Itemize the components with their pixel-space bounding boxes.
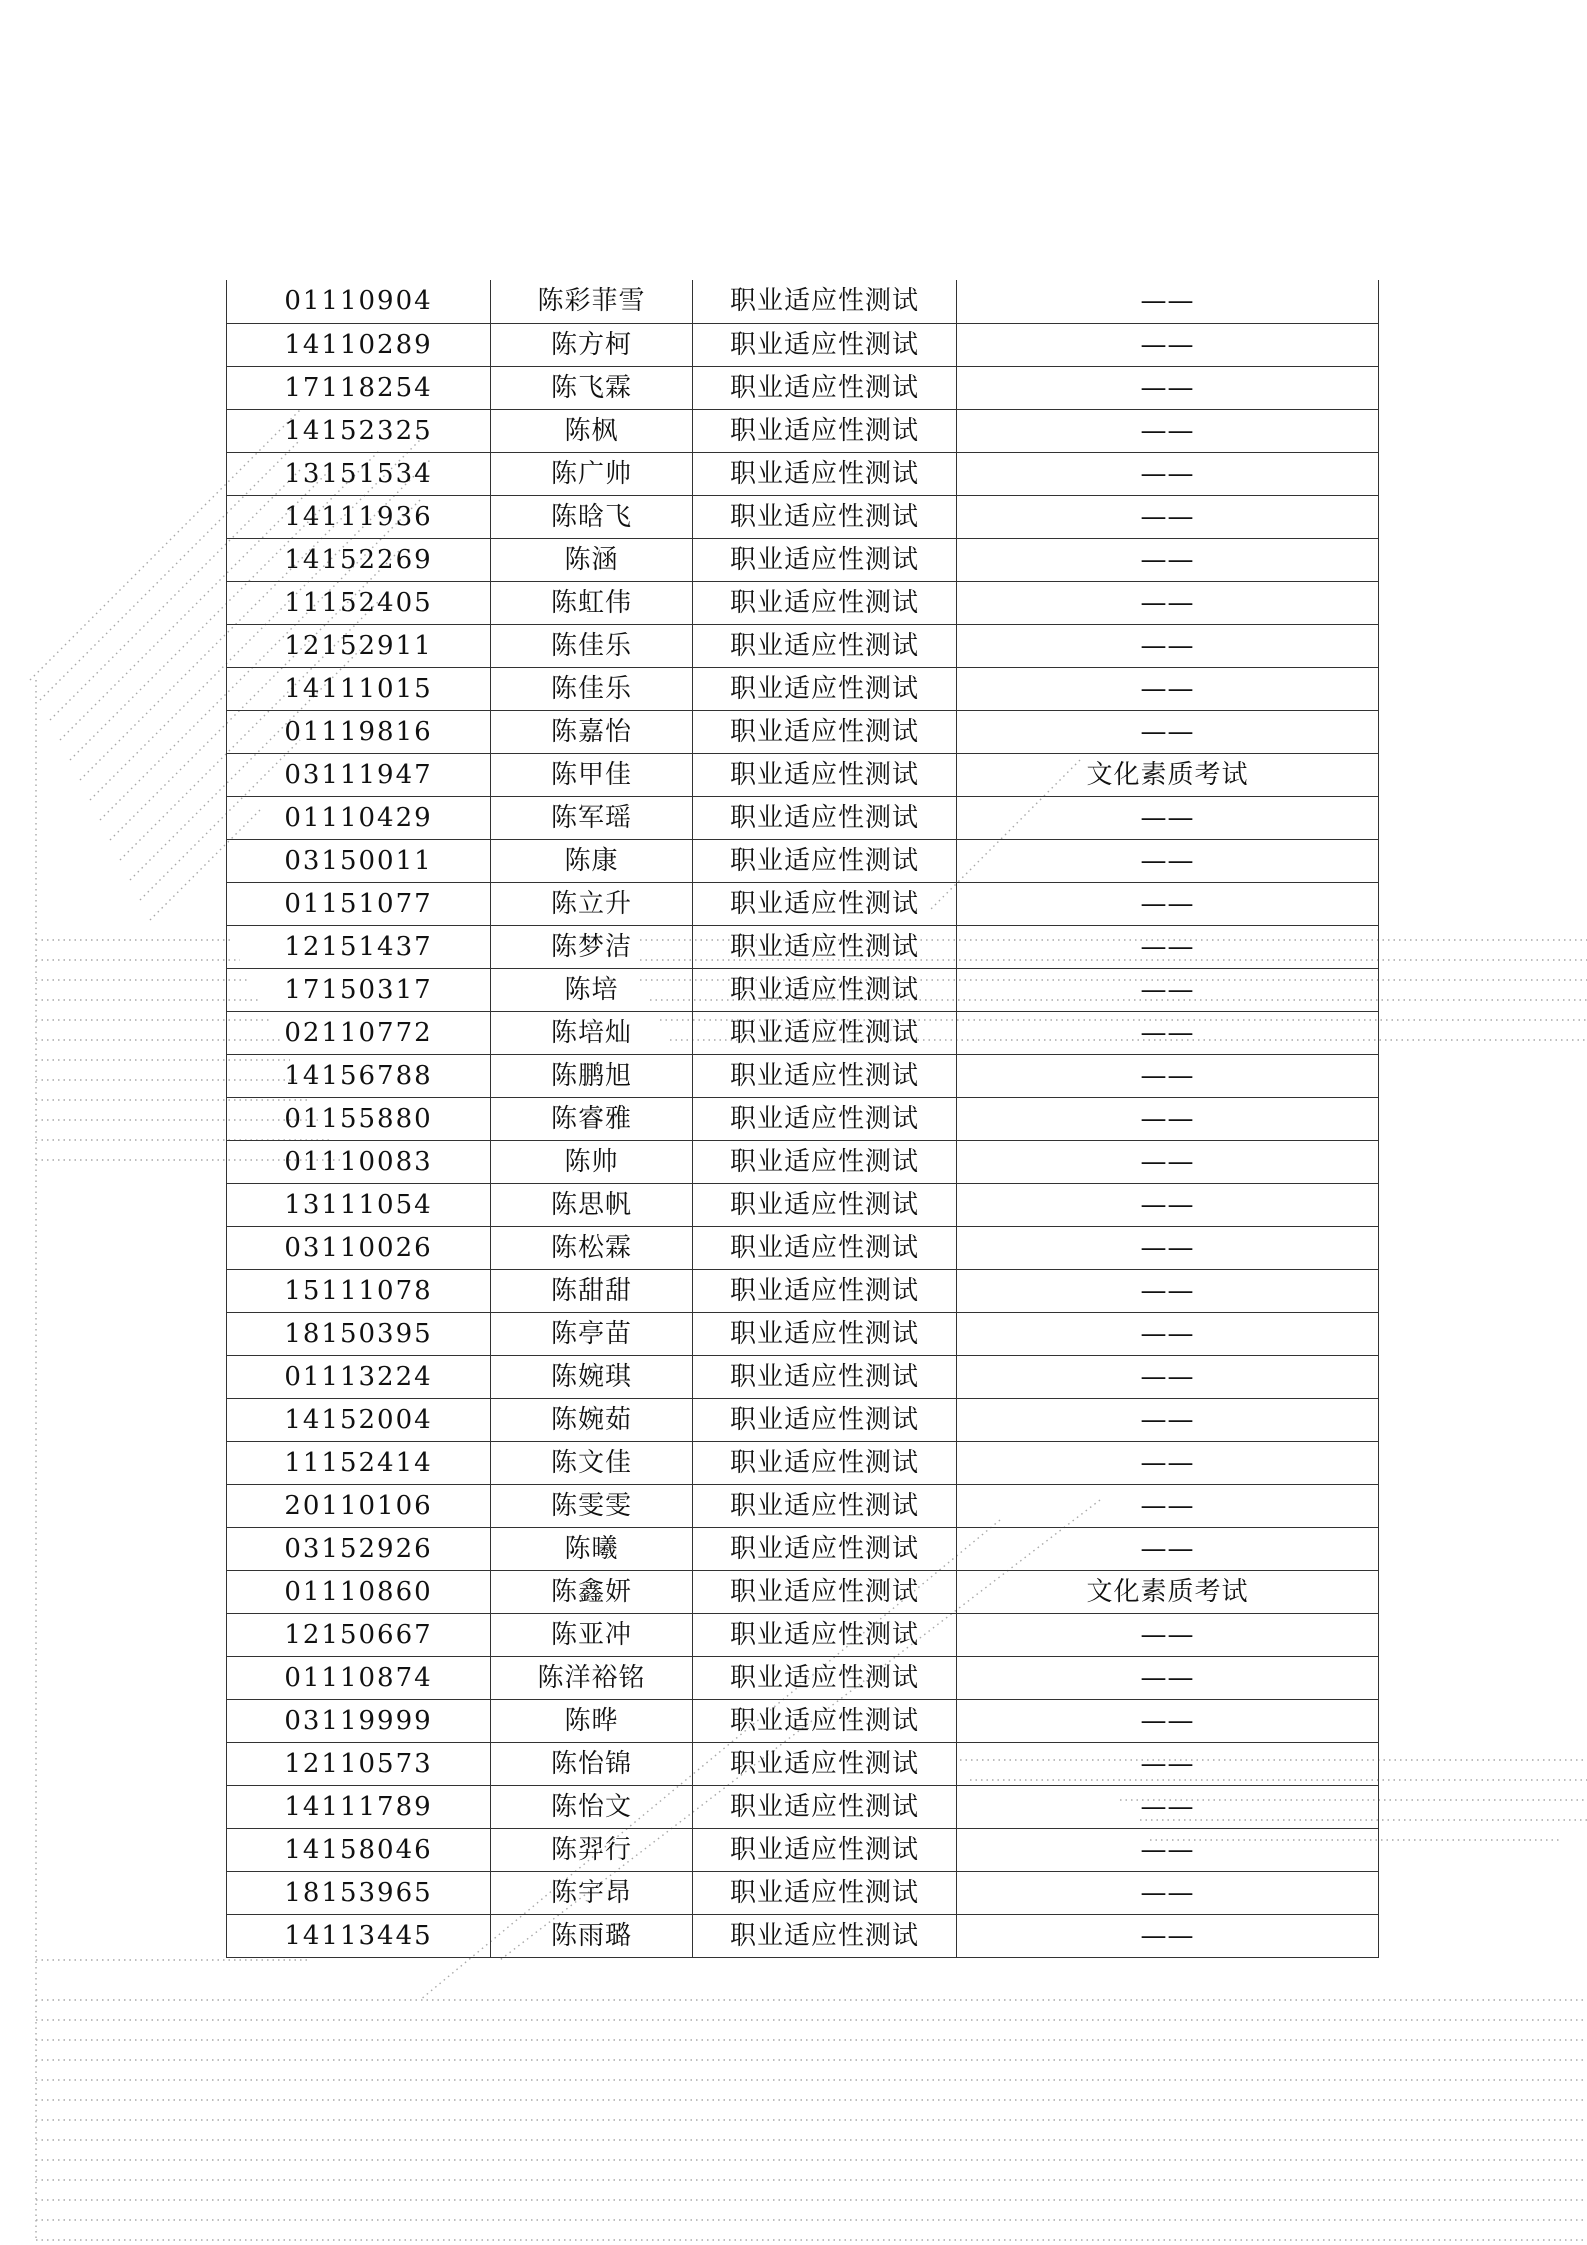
additional-test-cell: ——: [957, 1871, 1379, 1914]
test-subject-cell: 职业适应性测试: [693, 624, 957, 667]
additional-test-cell: ——: [957, 1785, 1379, 1828]
test-subject-cell: 职业适应性测试: [693, 1828, 957, 1871]
exam-results-table-body: [227, 280, 1379, 1957]
test-subject-cell: 职业适应性测试: [693, 1140, 957, 1183]
test-subject-cell: 职业适应性测试: [693, 1183, 957, 1226]
additional-test-cell: ——: [957, 1183, 1379, 1226]
table-row: [227, 1570, 1379, 1613]
exam-number-cell: 12152911: [227, 624, 491, 667]
table-row: [227, 1527, 1379, 1570]
student-name-cell: 陈宇昂: [491, 1871, 693, 1914]
student-name-cell: 陈培灿: [491, 1011, 693, 1054]
table-row: [227, 581, 1379, 624]
additional-test-cell: ——: [957, 495, 1379, 538]
test-subject-cell: 职业适应性测试: [693, 1699, 957, 1742]
exam-number-cell: 14111936: [227, 495, 491, 538]
test-subject-cell: 职业适应性测试: [693, 1613, 957, 1656]
student-name-cell: 陈广帅: [491, 452, 693, 495]
additional-test-cell: ——: [957, 1011, 1379, 1054]
test-subject-cell: 职业适应性测试: [693, 495, 957, 538]
table-row: [227, 1097, 1379, 1140]
additional-test-cell: ——: [957, 667, 1379, 710]
student-name-cell: 陈甜甜: [491, 1269, 693, 1312]
student-name-cell: 陈康: [491, 839, 693, 882]
student-name-cell: 陈培: [491, 968, 693, 1011]
student-name-cell: 陈曦: [491, 1527, 693, 1570]
test-subject-cell: 职业适应性测试: [693, 796, 957, 839]
table-row: [227, 624, 1379, 667]
table-row: [227, 968, 1379, 1011]
test-subject-cell: 职业适应性测试: [693, 839, 957, 882]
exam-number-cell: 20110106: [227, 1484, 491, 1527]
test-subject-cell: 职业适应性测试: [693, 409, 957, 452]
student-name-cell: 陈雯雯: [491, 1484, 693, 1527]
table-row: [227, 1828, 1379, 1871]
exam-number-cell: 03152926: [227, 1527, 491, 1570]
test-subject-cell: 职业适应性测试: [693, 882, 957, 925]
table-row: [227, 1269, 1379, 1312]
student-name-cell: 陈彩菲雪: [491, 280, 693, 323]
additional-test-cell: ——: [957, 1054, 1379, 1097]
table-row: [227, 1355, 1379, 1398]
exam-number-cell: 01151077: [227, 882, 491, 925]
exam-number-cell: 02110772: [227, 1011, 491, 1054]
table-row: [227, 1011, 1379, 1054]
table-row: [227, 1484, 1379, 1527]
test-subject-cell: 职业适应性测试: [693, 452, 957, 495]
additional-test-cell: ——: [957, 624, 1379, 667]
table-row: [227, 1914, 1379, 1957]
exam-number-cell: 01110874: [227, 1656, 491, 1699]
test-subject-cell: 职业适应性测试: [693, 581, 957, 624]
test-subject-cell: 职业适应性测试: [693, 323, 957, 366]
test-subject-cell: 职业适应性测试: [693, 1355, 957, 1398]
exam-number-cell: 14152004: [227, 1398, 491, 1441]
test-subject-cell: 职业适应性测试: [693, 1785, 957, 1828]
exam-number-cell: 01110429: [227, 796, 491, 839]
additional-test-cell: ——: [957, 1828, 1379, 1871]
student-name-cell: 陈方柯: [491, 323, 693, 366]
test-subject-cell: 职业适应性测试: [693, 1226, 957, 1269]
additional-test-cell: ——: [957, 1699, 1379, 1742]
test-subject-cell: 职业适应性测试: [693, 710, 957, 753]
student-name-cell: 陈军瑶: [491, 796, 693, 839]
student-name-cell: 陈羿行: [491, 1828, 693, 1871]
test-subject-cell: 职业适应性测试: [693, 753, 957, 796]
additional-test-cell: ——: [957, 452, 1379, 495]
exam-number-cell: 14111015: [227, 667, 491, 710]
additional-test-cell: ——: [957, 710, 1379, 753]
test-subject-cell: 职业适应性测试: [693, 1871, 957, 1914]
additional-test-cell: 文化素质考试: [957, 1570, 1379, 1613]
test-subject-cell: 职业适应性测试: [693, 1527, 957, 1570]
test-subject-cell: 职业适应性测试: [693, 1742, 957, 1785]
test-subject-cell: 职业适应性测试: [693, 1398, 957, 1441]
exam-number-cell: 13111054: [227, 1183, 491, 1226]
student-name-cell: 陈睿雅: [491, 1097, 693, 1140]
test-subject-cell: 职业适应性测试: [693, 1656, 957, 1699]
additional-test-cell: ——: [957, 366, 1379, 409]
exam-number-cell: 12151437: [227, 925, 491, 968]
exam-number-cell: 14158046: [227, 1828, 491, 1871]
student-name-cell: 陈嘉怡: [491, 710, 693, 753]
student-name-cell: 陈佳乐: [491, 667, 693, 710]
student-name-cell: 陈文佳: [491, 1441, 693, 1484]
exam-number-cell: 14110289: [227, 323, 491, 366]
student-name-cell: 陈晗飞: [491, 495, 693, 538]
student-name-cell: 陈飞霖: [491, 366, 693, 409]
table-row: [227, 452, 1379, 495]
test-subject-cell: 职业适应性测试: [693, 1312, 957, 1355]
additional-test-cell: ——: [957, 1914, 1379, 1957]
test-subject-cell: 职业适应性测试: [693, 1097, 957, 1140]
exam-number-cell: 01110083: [227, 1140, 491, 1183]
exam-number-cell: 01113224: [227, 1355, 491, 1398]
exam-number-cell: 18150395: [227, 1312, 491, 1355]
additional-test-cell: ——: [957, 882, 1379, 925]
table-row: [227, 1441, 1379, 1484]
student-name-cell: 陈晔: [491, 1699, 693, 1742]
student-name-cell: 陈雨璐: [491, 1914, 693, 1957]
student-name-cell: 陈怡锦: [491, 1742, 693, 1785]
student-name-cell: 陈枫: [491, 409, 693, 452]
test-subject-cell: 职业适应性测试: [693, 1269, 957, 1312]
exam-number-cell: 01119816: [227, 710, 491, 753]
student-name-cell: 陈松霖: [491, 1226, 693, 1269]
table-row: [227, 1054, 1379, 1097]
additional-test-cell: ——: [957, 925, 1379, 968]
table-row: [227, 1785, 1379, 1828]
exam-number-cell: 01110860: [227, 1570, 491, 1613]
table-row: [227, 366, 1379, 409]
student-name-cell: 陈亚冲: [491, 1613, 693, 1656]
table-row: [227, 1656, 1379, 1699]
exam-number-cell: 13151534: [227, 452, 491, 495]
additional-test-cell: ——: [957, 538, 1379, 581]
test-subject-cell: 职业适应性测试: [693, 1914, 957, 1957]
table-row: [227, 323, 1379, 366]
table-row: [227, 1140, 1379, 1183]
exam-number-cell: 11152405: [227, 581, 491, 624]
student-name-cell: 陈梦洁: [491, 925, 693, 968]
student-name-cell: 陈虹伟: [491, 581, 693, 624]
exam-number-cell: 17150317: [227, 968, 491, 1011]
exam-number-cell: 01110904: [227, 280, 491, 323]
exam-number-cell: 14152325: [227, 409, 491, 452]
student-name-cell: 陈甲佳: [491, 753, 693, 796]
exam-number-cell: 14156788: [227, 1054, 491, 1097]
table-row: [227, 409, 1379, 452]
exam-number-cell: 14113445: [227, 1914, 491, 1957]
table-row: [227, 538, 1379, 581]
table-row: [227, 1226, 1379, 1269]
student-name-cell: 陈洋裕铭: [491, 1656, 693, 1699]
test-subject-cell: 职业适应性测试: [693, 1484, 957, 1527]
table-row: [227, 925, 1379, 968]
additional-test-cell: 文化素质考试: [957, 753, 1379, 796]
exam-number-cell: 03111947: [227, 753, 491, 796]
table-row: [227, 1312, 1379, 1355]
student-name-cell: 陈思帆: [491, 1183, 693, 1226]
table-row: [227, 1742, 1379, 1785]
exam-number-cell: 14111789: [227, 1785, 491, 1828]
student-name-cell: 陈婉琪: [491, 1355, 693, 1398]
additional-test-cell: ——: [957, 968, 1379, 1011]
additional-test-cell: ——: [957, 1441, 1379, 1484]
test-subject-cell: 职业适应性测试: [693, 1011, 957, 1054]
table-row: [227, 495, 1379, 538]
additional-test-cell: ——: [957, 1656, 1379, 1699]
student-name-cell: 陈鑫妍: [491, 1570, 693, 1613]
test-subject-cell: 职业适应性测试: [693, 280, 957, 323]
exam-number-cell: 12110573: [227, 1742, 491, 1785]
exam-number-cell: 14152269: [227, 538, 491, 581]
additional-test-cell: ——: [957, 1140, 1379, 1183]
test-subject-cell: 职业适应性测试: [693, 1570, 957, 1613]
table-row: [227, 280, 1379, 323]
test-subject-cell: 职业适应性测试: [693, 366, 957, 409]
table-row: [227, 1871, 1379, 1914]
additional-test-cell: ——: [957, 1226, 1379, 1269]
table-row: [227, 796, 1379, 839]
additional-test-cell: ——: [957, 1742, 1379, 1785]
student-name-cell: 陈鹏旭: [491, 1054, 693, 1097]
additional-test-cell: ——: [957, 1398, 1379, 1441]
additional-test-cell: ——: [957, 839, 1379, 882]
test-subject-cell: 职业适应性测试: [693, 667, 957, 710]
additional-test-cell: ——: [957, 796, 1379, 839]
additional-test-cell: ——: [957, 409, 1379, 452]
student-name-cell: 陈怡文: [491, 1785, 693, 1828]
exam-number-cell: 11152414: [227, 1441, 491, 1484]
table-row: [227, 710, 1379, 753]
additional-test-cell: ——: [957, 581, 1379, 624]
table-row: [227, 882, 1379, 925]
student-name-cell: 陈佳乐: [491, 624, 693, 667]
table-row: [227, 839, 1379, 882]
test-subject-cell: 职业适应性测试: [693, 925, 957, 968]
table-row: [227, 1183, 1379, 1226]
table-row: [227, 753, 1379, 796]
student-name-cell: 陈帅: [491, 1140, 693, 1183]
additional-test-cell: ——: [957, 1484, 1379, 1527]
table-row: [227, 1699, 1379, 1742]
additional-test-cell: ——: [957, 1269, 1379, 1312]
exam-number-cell: 03119999: [227, 1699, 491, 1742]
exam-number-cell: 01155880: [227, 1097, 491, 1140]
test-subject-cell: 职业适应性测试: [693, 968, 957, 1011]
student-name-cell: 陈涵: [491, 538, 693, 581]
additional-test-cell: ——: [957, 1613, 1379, 1656]
exam-number-cell: 17118254: [227, 366, 491, 409]
exam-number-cell: 03110026: [227, 1226, 491, 1269]
additional-test-cell: ——: [957, 280, 1379, 323]
test-subject-cell: 职业适应性测试: [693, 1054, 957, 1097]
exam-number-cell: 03150011: [227, 839, 491, 882]
exam-number-cell: 12150667: [227, 1613, 491, 1656]
student-name-cell: 陈亭苗: [491, 1312, 693, 1355]
test-subject-cell: 职业适应性测试: [693, 538, 957, 581]
exam-results-table: [226, 280, 1379, 1958]
test-subject-cell: 职业适应性测试: [693, 1441, 957, 1484]
student-name-cell: 陈立升: [491, 882, 693, 925]
exam-number-cell: 18153965: [227, 1871, 491, 1914]
table-row: [227, 1398, 1379, 1441]
additional-test-cell: ——: [957, 323, 1379, 366]
table-row: [227, 1613, 1379, 1656]
additional-test-cell: ——: [957, 1355, 1379, 1398]
student-name-cell: 陈婉茹: [491, 1398, 693, 1441]
additional-test-cell: ——: [957, 1097, 1379, 1140]
table-row: [227, 667, 1379, 710]
additional-test-cell: ——: [957, 1312, 1379, 1355]
exam-number-cell: 15111078: [227, 1269, 491, 1312]
additional-test-cell: ——: [957, 1527, 1379, 1570]
